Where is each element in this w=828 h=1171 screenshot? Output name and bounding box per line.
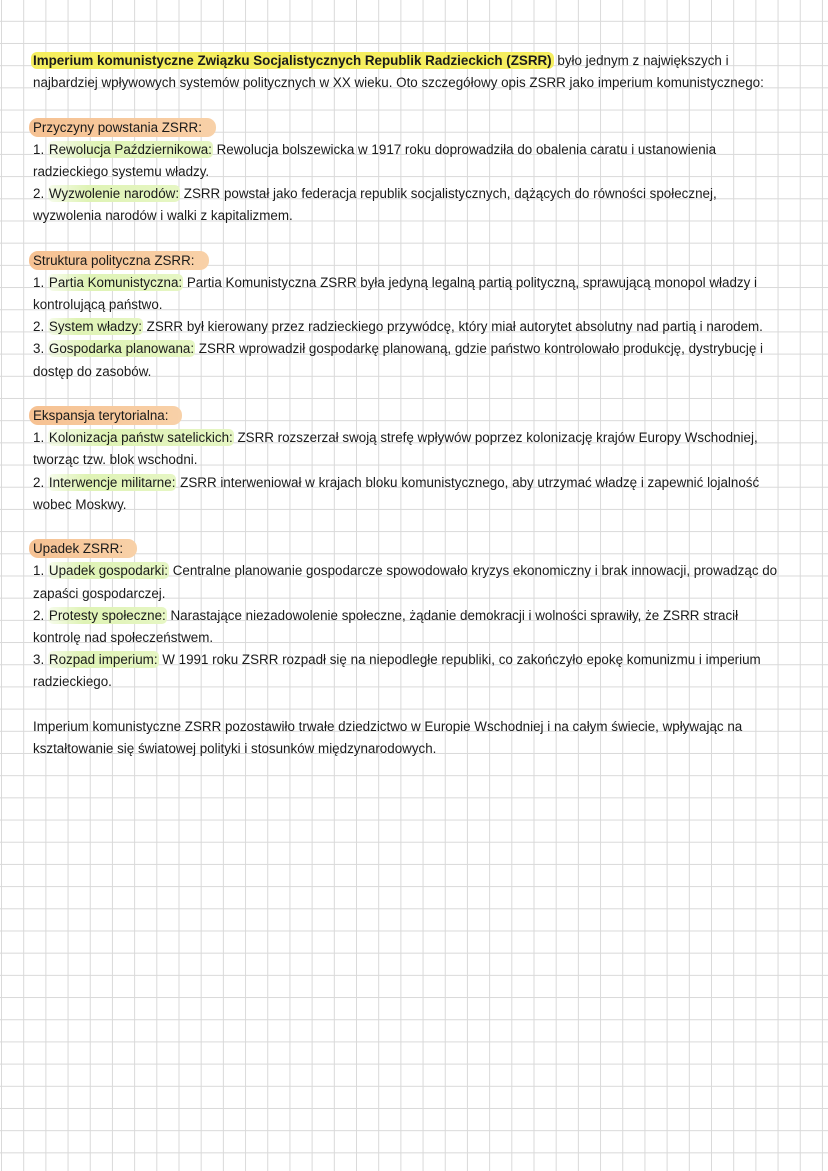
section-heading-line (33, 538, 823, 560)
intro-text: było jednym z największych i (553, 53, 729, 68)
list-item (33, 139, 823, 161)
section-heading-line (33, 405, 823, 427)
section-heading: Ekspansja terytorialna: (29, 406, 182, 425)
section (33, 405, 823, 538)
item-text: ZSRR powstał jako federacja republik socjalistycznych, dążących do równości społecznej, (180, 186, 717, 202)
item-text: Narastające niezadowolenie społeczne, żądanie demokracji i wolności sprawiły, że ZSRR stracił (166, 607, 739, 623)
list-item (33, 427, 823, 449)
item-number: 2. (33, 607, 45, 623)
item-number: 2. (33, 319, 45, 335)
section-heading-line (33, 117, 823, 139)
list-item-continuation: wyzwolenia narodów i walki z kapitalizmem. (33, 208, 293, 224)
document (33, 50, 823, 760)
item-label: Protesty społeczne: (48, 607, 166, 623)
spacer (33, 94, 823, 116)
item-text: Rewolucja bolszewicka w 1917 roku doprowadziła do obalenia caratu i ustanowienia (212, 141, 717, 157)
item-number: 1. (33, 141, 45, 157)
item-number: 2. (33, 474, 45, 490)
spacer (33, 228, 823, 250)
section-heading: Struktura polityczna ZSRR: (29, 251, 209, 270)
item-label: Upadek gospodarki: (48, 563, 169, 579)
list-item-continuation: radzieckiego systemu władzy. (33, 163, 210, 179)
intro-line-1 (33, 50, 823, 72)
list-item (33, 649, 823, 671)
section-heading-line (33, 250, 823, 272)
list-item-continuation: radzieckiego. (33, 674, 112, 690)
item-label: System władzy: (48, 319, 142, 335)
item-label: Wyzwolenie narodów: (48, 186, 180, 202)
item-text: W 1991 roku ZSRR rozpadł się na niepodległe republiki, co zakończyło epokę komunizmu i imperium (158, 652, 761, 668)
list-item-continuation: zapaści gospodarczej. (33, 585, 166, 601)
item-text: ZSRR wprowadził gospodarkę planowaną, gdzie państwo kontrolowało produkcję, dystrybucję i (195, 341, 763, 357)
list-item (33, 272, 823, 294)
list-item-continuation: kontrolującą państwo. (33, 297, 163, 313)
item-number: 1. (33, 430, 45, 446)
item-label: Gospodarka planowana: (48, 341, 195, 357)
list-item-continuation: kontrolę nad społeczeństwem. (33, 629, 214, 645)
list-item (33, 338, 823, 360)
spacer (33, 693, 823, 715)
section (33, 250, 823, 405)
item-label: Rewolucja Październikowa: (48, 141, 212, 157)
item-text: Centralne planowanie gospodarcze spowodowało kryzys ekonomiczny i brak innowacji, prowadząc do (169, 563, 778, 579)
section-heading: Upadek ZSRR: (29, 539, 137, 558)
list-item-continuation: tworząc tzw. blok wschodni. (33, 452, 198, 468)
item-text: ZSRR interweniował w krajach bloku komunistycznego, aby utrzymać władzę i zapewnić lojalność (176, 474, 760, 490)
spacer (33, 516, 823, 538)
item-text: Partia Komunistyczna ZSRR była jedyną legalną partią polityczną, sprawującą monopol władzy i (183, 274, 757, 290)
item-text: ZSRR był kierowany przez radzieckiego przywódcę, który miał autorytet absolutny nad partią i narodem. (142, 319, 763, 335)
list-item (33, 560, 823, 582)
item-number: 2. (33, 186, 45, 202)
item-text: ZSRR rozszerzał swoją strefę wpływów poprzez kolonizację krajów Europy Wschodniej, (233, 430, 758, 446)
list-item (33, 472, 823, 494)
list-item-continuation: dostęp do zasobów. (33, 363, 152, 379)
intro-highlight: Imperium komunistyczne Związku Socjalistycznych Republik Radzieckich (ZSRR) (33, 53, 552, 68)
item-number: 1. (33, 274, 45, 290)
item-label: Rozpad imperium: (48, 652, 158, 668)
item-number: 1. (33, 563, 45, 579)
item-number: 3. (33, 652, 45, 668)
section-heading: Przyczyny powstania ZSRR: (29, 118, 216, 137)
intro-line-2: najbardziej wpływowych systemów politycznych w XX wieku. Oto szczegółowy opis ZSRR jako imperium komunistycznego: (33, 75, 764, 91)
conclusion-line-2: kształtowanie się światowej polityki i stosunków międzynarodowych. (33, 740, 437, 756)
item-label: Interwencje militarne: (48, 474, 176, 490)
spacer (33, 383, 823, 405)
section (33, 538, 823, 716)
list-item (33, 316, 823, 338)
conclusion-line-1: Imperium komunistyczne ZSRR pozostawiło trwałe dziedzictwo w Europie Wschodniej i na całym świecie, wpływając na (33, 718, 743, 734)
item-label: Partia Komunistyczna: (48, 274, 183, 290)
list-item (33, 183, 823, 205)
section (33, 117, 823, 250)
list-item (33, 605, 823, 627)
item-number: 3. (33, 341, 45, 357)
list-item-continuation: wobec Moskwy. (33, 496, 127, 512)
item-label: Kolonizacja państw satelickich: (48, 430, 233, 446)
